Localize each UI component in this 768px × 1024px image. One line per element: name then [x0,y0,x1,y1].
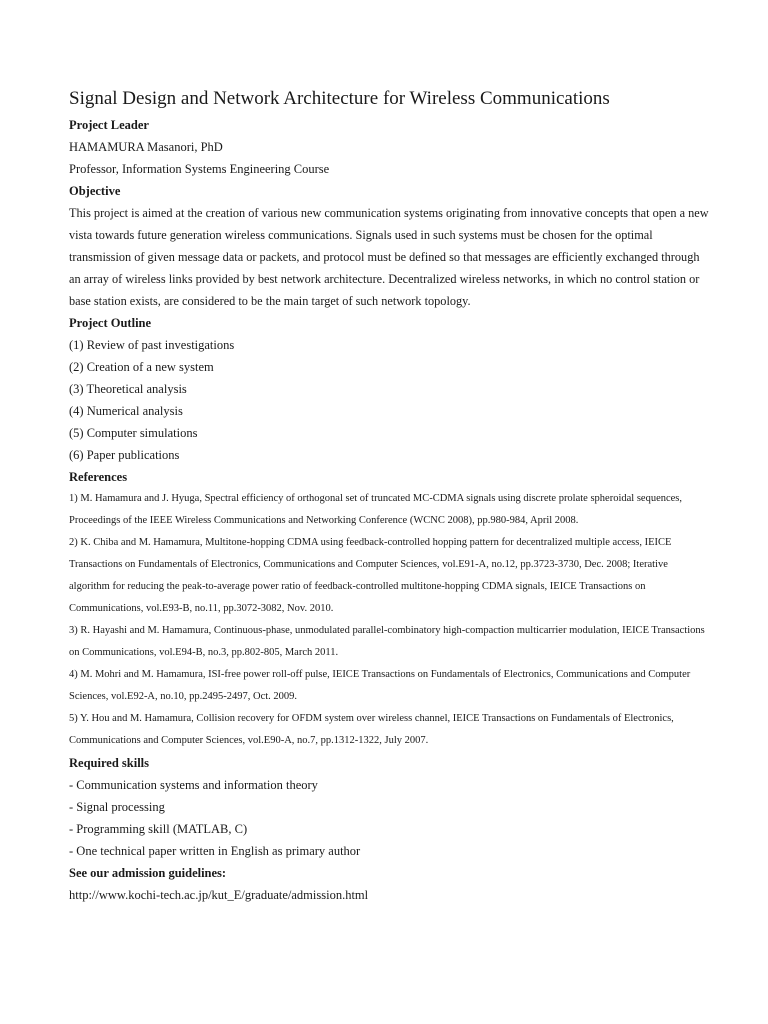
project-leader-heading: Project Leader [69,118,149,132]
outline-item: (3) Theoretical analysis [69,382,187,396]
project-leader-name: HAMAMURA Masanori, PhD [69,140,223,154]
skill-item: - One technical paper written in English as primary author [69,844,361,858]
reference-item: 1) M. Hamamura and J. Hyuga, Spectral efficiency of orthogonal set of truncated MC-CDMA signals using discrete prolate spheroidal sequences, Proceedings of the IEEE Wireless Communications and Networking Conference (WCNC 2008), pp.980-984, April 2008. [69,493,683,526]
admission-guidelines-link[interactable]: http://www.kochi-tech.ac.jp/kut_E/graduate/admission.html [69,888,369,902]
outline-item: (6) Paper publications [69,448,180,462]
admission-guidelines-heading: See our admission guidelines: [69,866,227,880]
document-page [69,84,709,906]
objective-paragraph: This project is aimed at the creation of various new communication systems originating from innovative concepts that open a new vista towards future generation wireless communications. Signals used in such systems must be chosen for the optimal transmission of given message data or packets, and protocol must be defined so that messages are efficiently exchanged through an array of wireless links provided by best network architecture. Decentralized wireless networks, in which no control station or base station exists, are considered to be the main target of such network topology. [69,206,709,308]
project-leader-position: Professor, Information Systems Engineering Course [69,162,330,176]
reference-item: 2) K. Chiba and M. Hamamura, Multitone-hopping CDMA using feedback-controlled hopping pattern for decentralized multiple access, IEICE Transactions on Fundamentals of Electronics, Communications and Computer Sciences, vol.E91-A, no.12, pp.3723-3730, Dec. 2008; Iterative algorithm for reducing the peak-to-average power ratio of feedback-controlled multitone-hopping CDMA signals, IEICE Transactions on Communications, vol.E93-B, no.11, pp.3072-3082, Nov. 2010. [69,537,672,614]
required-skills-list [69,774,709,862]
skill-item: - Programming skill (MATLAB, C) [69,822,248,836]
skill-item: - Signal processing [69,800,165,814]
outline-item: (2) Creation of a new system [69,360,214,374]
outline-item: (4) Numerical analysis [69,404,183,418]
document-title: Signal Design and Network Architecture for Wireless Communications [69,88,610,109]
references-heading: References [69,470,128,484]
reference-item: 3) R. Hayashi and M. Hamamura, Continuous-phase, unmodulated parallel-combinatory high-compaction multicarrier modulation, IEICE Transactions on Communications, vol.E94-B, no.3, pp.802-805, March 2011. [69,625,705,658]
project-outline-heading: Project Outline [69,316,152,330]
skill-item: - Communication systems and information theory [69,778,318,792]
objective-heading: Objective [69,184,121,198]
outline-item: (1) Review of past investigations [69,338,235,352]
references-list [69,488,709,752]
reference-item: 5) Y. Hou and M. Hamamura, Collision recovery for OFDM system over wireless channel, IEICE Transactions on Fundamentals of Electronics, Communications and Computer Sciences, vol.E90-A, no.7, pp.1312-1322, July 2007. [69,713,674,746]
project-outline-list [69,334,709,466]
required-skills-heading: Required skills [69,756,149,770]
reference-item: 4) M. Mohri and M. Hamamura, ISI-free power roll-off pulse, IEICE Transactions on Fundamentals of Electronics, Communications and Computer Sciences, vol.E92-A, no.10, pp.2495-2497, Oct. 2009. [69,669,691,702]
admission-url-line [69,884,709,906]
outline-item: (5) Computer simulations [69,426,198,440]
